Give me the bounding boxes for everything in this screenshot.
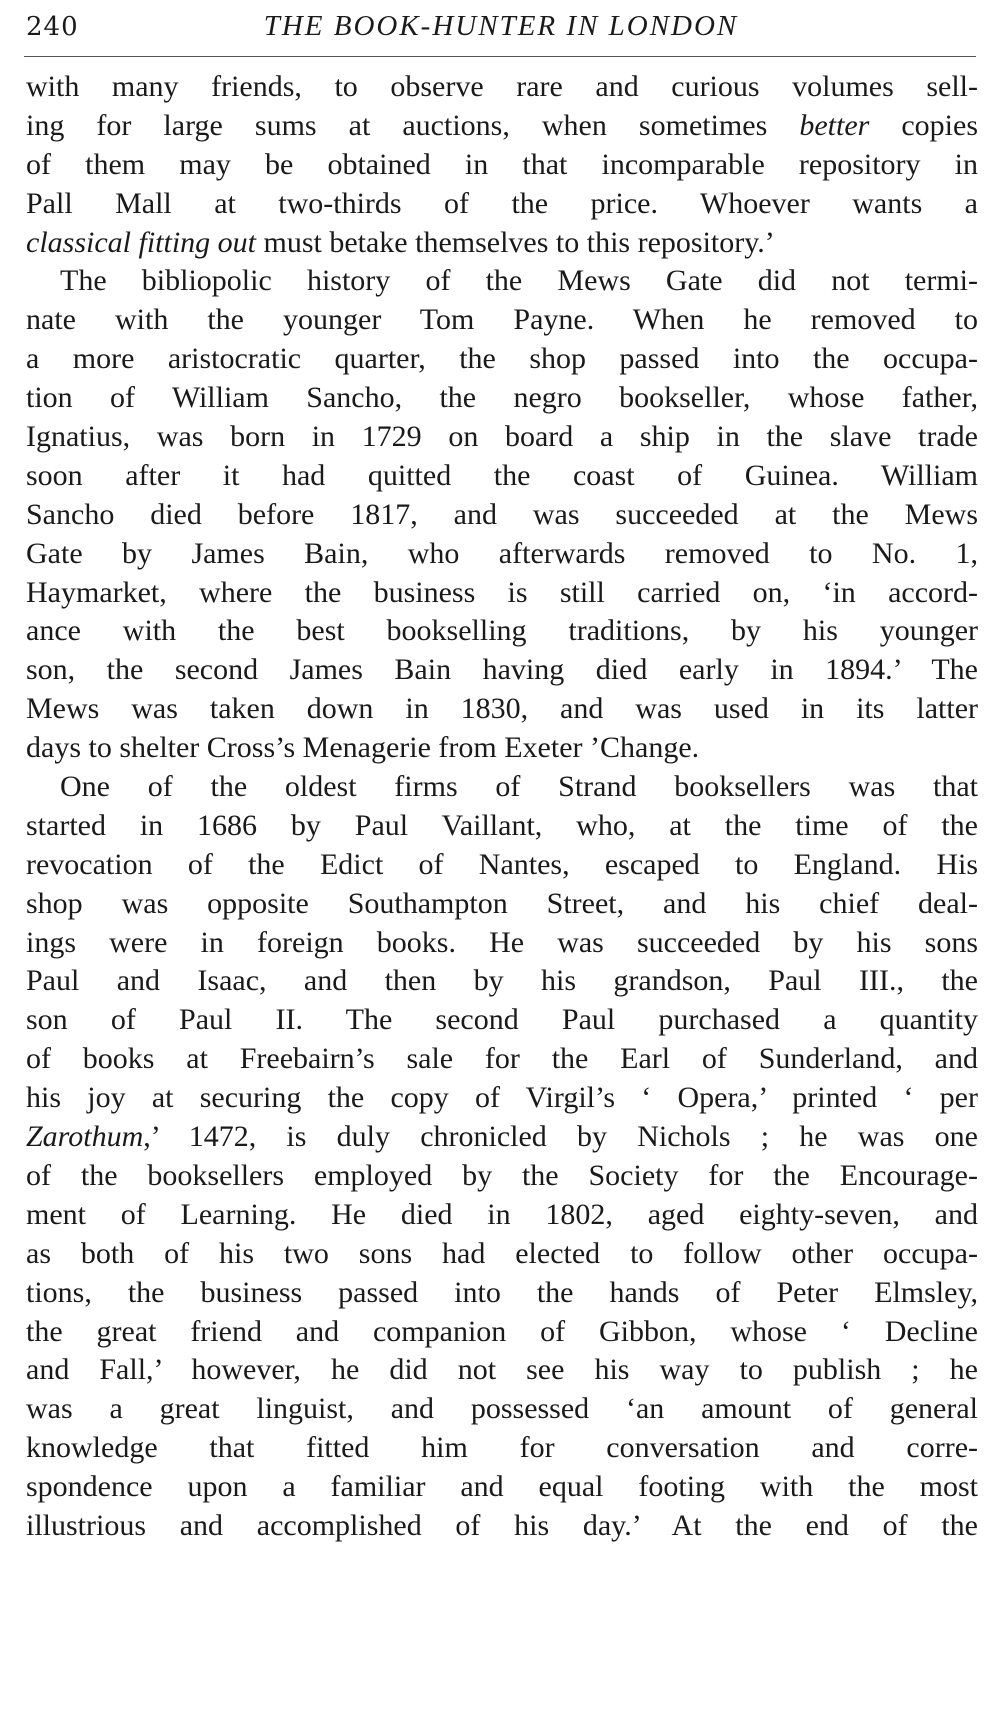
text-line [26,535,978,574]
text-line [26,1040,978,1079]
page-number: 240 [26,12,79,42]
running-title: THE BOOK-HUNTER IN LONDON [263,10,739,42]
text-segment: a more aristocratic quarter, the shop passed into the occupa- [26,342,978,376]
text-line [26,1390,978,1429]
text-segment: of the booksellers employed by the Society for the Encourage- [26,1158,978,1192]
text-segment: and Fall,’ however, he did not see his way to publish ; he [26,1353,978,1387]
text-segment: started in 1686 by Paul Vaillant, who, at the time of the [26,808,978,842]
text-segment: Pall Mall at two-thirds of the price. Whoever wants a [26,186,978,220]
text-line [26,457,978,496]
text-line [26,1274,978,1313]
text-segment: must betake themselves to this repository.’ [256,225,775,259]
text-segment: One of the oldest firms of Strand booksellers was that [60,770,978,804]
text-segment: of them may be obtained in that incomparable repository in [26,147,978,181]
text-segment: Sancho died before 1817, and was succeeded at the Mews [26,497,978,531]
text-segment: of books at Freebairn’s sale for the Earl of Sunderland, and [26,1042,978,1076]
text-segment: knowledge that fitted him for conversation and corre- [26,1431,978,1465]
body-text [26,68,978,1546]
text-segment: days to shelter Cross’s Menagerie from Exeter ’Change. [26,731,700,765]
text-line [26,962,978,1001]
text-segment: The bibliopolic history of the Mews Gate did not termi- [60,264,978,298]
text-line [26,768,978,807]
text-line [26,1196,978,1235]
text-line [26,224,978,263]
text-segment: with many friends, to observe rare and curious volumes sell- [26,70,978,103]
text-segment: Mews was taken down in 1830, and was used in its latter [26,692,978,726]
text-segment: was a great linguist, and possessed ‘an amount of general [26,1392,978,1426]
text-segment: Paul and Isaac, and then by his grandson, Paul III., the [26,964,978,998]
text-line [26,379,978,418]
italic-text: better [799,108,870,142]
text-line [26,1313,978,1352]
italic-text: classical fitting out [26,225,256,259]
text-line [26,729,978,768]
text-segment: ing for large sums at auctions, when sometimes [26,108,800,142]
text-line [26,651,978,690]
text-segment: ance with the best bookselling traditions, by his younger [26,614,978,648]
text-segment: son, the second James Bain having died early in 1894.’ The [26,653,978,687]
page-header [26,6,976,50]
text-line [26,612,978,651]
text-line [26,1157,978,1196]
text-segment: Haymarket, where the business is still carried on, ‘in accord- [26,575,978,609]
text-line [26,1118,978,1157]
text-segment: ment of Learning. He died in 1802, aged eighty-seven, and [26,1197,978,1231]
text-segment: Ignatius, was born in 1729 on board a ship in the slave trade [26,420,978,454]
text-segment: ings were in foreign books. He was succeeded by his sons [26,925,978,959]
text-segment: ,’ 1472, is duly chronicled by Nichols ; he was one [143,1120,978,1154]
text-segment: illustrious and accomplished of his day.’ At the end of the [26,1508,978,1542]
text-line [26,846,978,885]
text-segment: revocation of the Edict of Nantes, escaped to England. His [26,847,978,881]
text-line [26,68,978,107]
italic-text: Zarothum [26,1120,144,1154]
text-line [26,1351,978,1390]
header-rule [24,56,976,57]
text-segment: the great friend and companion of Gibbon, whose ‘ Decline [26,1314,978,1348]
text-line [26,690,978,729]
text-segment: tion of William Sancho, the negro bookseller, whose father, [26,381,978,415]
text-line [26,924,978,963]
text-line [26,1429,978,1468]
text-segment: Gate by James Bain, who afterwards removed to No. 1, [26,536,978,570]
text-line [26,807,978,846]
text-line [26,185,978,224]
text-line [26,301,978,340]
text-segment: spondence upon a familiar and equal footing with the most [26,1470,978,1504]
text-line [26,885,978,924]
text-line [26,1507,978,1546]
text-segment: his joy at securing the copy of Virgil’s ‘ Opera,’ printed ‘ per [26,1081,978,1115]
text-line [26,1079,978,1118]
text-line [26,340,978,379]
text-line [26,574,978,613]
text-segment: son of Paul II. The second Paul purchased a quantity [26,1003,978,1037]
text-segment: copies [869,108,979,142]
text-segment: tions, the business passed into the hands of Peter Elmsley, [26,1275,978,1309]
text-line [26,1001,978,1040]
text-segment: soon after it had quitted the coast of Guinea. William [26,458,978,492]
text-line [26,262,978,301]
text-segment: as both of his two sons had elected to follow other occupa- [26,1236,978,1270]
text-line [26,1468,978,1507]
text-segment: shop was opposite Southampton Street, and his chief deal- [26,886,978,920]
text-line [26,146,978,185]
text-segment: nate with the younger Tom Payne. When he removed to [26,303,978,337]
text-line [26,107,978,146]
text-line [26,1235,978,1274]
text-line [26,418,978,457]
text-line [26,496,978,535]
